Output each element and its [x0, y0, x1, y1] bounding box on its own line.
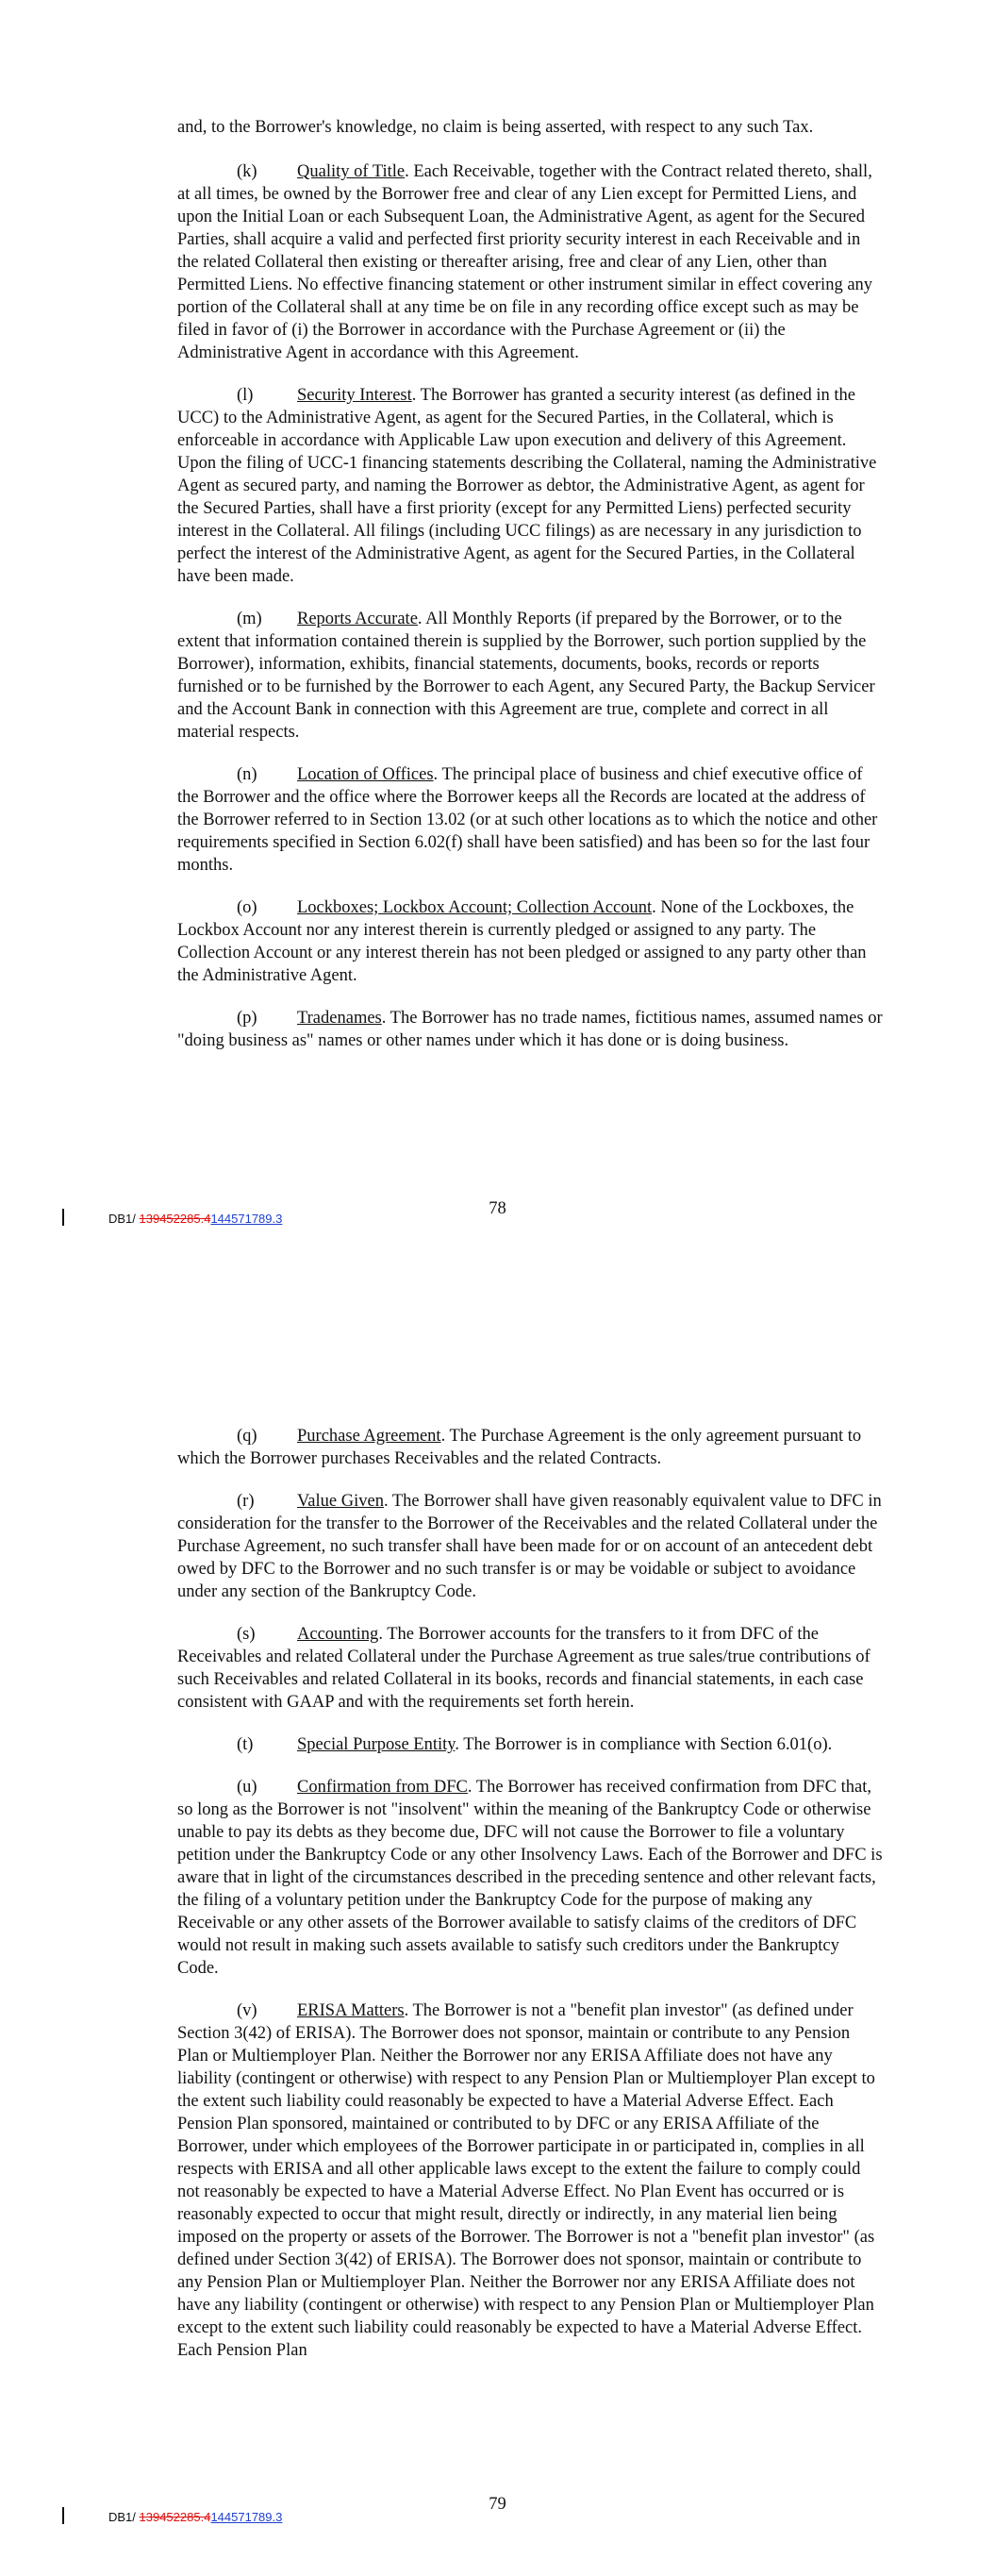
paragraph-p	[177, 1007, 885, 1052]
page-number: 78	[489, 1199, 506, 1218]
page-number: 79	[489, 2495, 506, 2514]
document-id	[108, 1212, 282, 1226]
paragraph-marker: (q)	[237, 1427, 257, 1446]
doc-id-prefix: DB1/	[108, 2510, 140, 2524]
paragraph-marker: (t)	[237, 1735, 254, 1754]
paragraph-marker: (r)	[237, 1492, 255, 1511]
paragraph-marker: (m)	[237, 610, 262, 628]
paragraph-marker: (k)	[237, 162, 257, 181]
document-page-79	[0, 1415, 995, 2576]
paragraph-body: and, to the Borrower's knowledge, no claim is being asserted, with respect to any such Tax.	[177, 118, 814, 137]
paragraph-continuation	[177, 116, 885, 139]
page-text	[177, 1425, 885, 2382]
doc-id-deleted: 139452285.4	[139, 2510, 211, 2524]
paragraph-marker: (n)	[237, 765, 257, 784]
paragraph-marker: (p)	[237, 1009, 257, 1028]
paragraph-heading: Accounting	[297, 1625, 379, 1644]
paragraph-marker: (u)	[237, 1778, 257, 1797]
paragraph-r	[177, 1490, 885, 1603]
document-id	[108, 2510, 282, 2524]
paragraph-body: . The Purchase Agreement is the only agreement pursuant to which the Borrower purchases Receivables and the related Contracts.	[177, 1427, 862, 1468]
paragraph-marker: (l)	[237, 386, 254, 405]
paragraph-s	[177, 1623, 885, 1714]
paragraph-heading: Value Given	[297, 1492, 384, 1511]
paragraph-body: . The Borrower has received confirmation from DFC that, so long as the Borrower is not "insolvent" within the meaning of the Bankruptcy Code or otherwise unable to pay its debts as they become due, DFC will not cause the Borrower to file a voluntary petition under the Bankruptcy Code or any other Insolvency Laws. Each of the Borrower and DFC is aware that in light of the circumstances described in the preceding sentence and other relevant facts, the filing of a voluntary petition under the Bankruptcy Code for the purpose of making any Receivable or any other assets of the Borrower available to satisfy claims of the creditors of DFC would not result in making such assets available to satisfy such creditors under the Bankruptcy Code.	[177, 1778, 883, 1978]
paragraph-heading: ERISA Matters	[297, 2001, 405, 2020]
paragraph-v	[177, 1999, 885, 2362]
paragraph-o	[177, 896, 885, 987]
paragraph-heading: Lockboxes; Lockbox Account; Collection Account	[297, 898, 653, 917]
paragraph-body: . The Borrower has no trade names, fictitious names, assumed names or "doing business as" names or other names under which it has done or is doing business.	[177, 1009, 883, 1050]
paragraph-n	[177, 763, 885, 877]
doc-id-inserted: 144571789.3	[210, 1212, 283, 1226]
paragraph-t	[177, 1733, 885, 1756]
doc-id-prefix: DB1/	[108, 1212, 140, 1226]
paragraph-heading: Location of Offices	[297, 765, 434, 784]
paragraph-heading: Special Purpose Entity	[297, 1735, 456, 1754]
paragraph-heading: Security Interest	[297, 386, 412, 405]
paragraph-marker: (v)	[237, 2001, 257, 2020]
paragraph-u	[177, 1776, 885, 1980]
paragraph-heading: Confirmation from DFC	[297, 1778, 468, 1797]
paragraph-q	[177, 1425, 885, 1470]
page-text	[177, 116, 885, 1072]
paragraph-marker: (o)	[237, 898, 257, 917]
paragraph-heading: Purchase Agreement	[297, 1427, 441, 1446]
paragraph-body: . None of the Lockboxes, the Lockbox Account nor any interest therein is currently pledged or assigned to any party. The Collection Account or any interest therein has not been pledged or assigned to any party other than the Administrative Agent.	[177, 898, 867, 985]
paragraph-body: . The Borrower shall have given reasonably equivalent value to DFC in consideration for the transfer to the Borrower of the Receivables and the related Collateral under the Purchase Agreement, no such transfer shall have been made for or on account of an antecedent debt owed by DFC to the Borrower and no such transfer is or may be voidable or subject to avoidance under any section of the Bankruptcy Code.	[177, 1492, 882, 1601]
doc-id-inserted: 144571789.3	[210, 2510, 283, 2524]
change-bar	[62, 2507, 64, 2524]
paragraph-m	[177, 608, 885, 744]
paragraph-body: . The principal place of business and chief executive office of the Borrower and the office where the Borrower keeps all the Records are located at the address of the Borrower referred to in Section 13.02 (or at such other locations as to which the notice and other requirements specified in Section 6.02(f) shall have been satisfied) and has been so for the last four months.	[177, 765, 878, 875]
paragraph-heading: Tradenames	[297, 1009, 382, 1028]
paragraph-heading: Quality of Title	[297, 162, 406, 181]
paragraph-body: . The Borrower is in compliance with Section 6.01(o).	[455, 1735, 833, 1754]
paragraph-body: . All Monthly Reports (if prepared by the Borrower, or to the extent that information contained therein is supplied by the Borrower, such portion supplied by the Borrower), information, exhibits, financial statements, documents, books, records or reports furnished or to be furnished by the Borrower to each Agent, any Secured Party, the Backup Servicer and the Account Bank in connection with this Agreement are true, complete and correct in all material respects.	[177, 610, 875, 742]
change-bar	[62, 1209, 64, 1226]
paragraph-marker: (s)	[237, 1625, 256, 1644]
paragraph-body: . The Borrower has granted a security interest (as defined in the UCC) to the Administrative Agent, as agent for the Secured Parties, in the Collateral, which is enforceable in accordance with Applicable Law upon execution and delivery of this Agreement. Upon the filing of UCC-1 financing statements describing the Collateral, naming the Administrative Agent as secured party, and naming the Borrower as debtor, the Administrative Agent, as agent for the Secured Parties, shall have a first priority (except for any Permitted Liens) perfected security interest in the Collateral. All filings (including UCC filings) as are necessary in any jurisdiction to perfect the interest of the Administrative Agent, as agent for the Secured Parties, in the Collateral have been made.	[177, 386, 877, 586]
doc-id-deleted: 139452285.4	[139, 1212, 211, 1226]
paragraph-body: . Each Receivable, together with the Contract related thereto, shall, at all times, be owned by the Borrower free and clear of any Lien except for Permitted Liens, and upon the Initial Loan or each Subsequent Loan, the Administrative Agent, as agent for the Secured Parties, shall acquire a valid and perfected first priority security interest in each Receivable and in the related Collateral then existing or thereafter arising, free and clear of any Lien, other than Permitted Liens. No effective financing statement or other instrument similar in effect covering any portion of the Collateral shall at any time be on file in any recording office except such as may be filed in favor of (i) the Borrower in accordance with the Purchase Agreement or (ii) the Administrative Agent in accordance with this Agreement.	[177, 162, 873, 362]
paragraph-l	[177, 384, 885, 588]
paragraph-k	[177, 160, 885, 364]
paragraph-heading: Reports Accurate	[297, 610, 418, 628]
paragraph-body: . The Borrower accounts for the transfers to it from DFC of the Receivables and related Collateral under the Purchase Agreement as true sales/true contributions of such Receivables and related Collateral in its books, records and financial statements, in each case consistent with GAAP and with the requirements set forth herein.	[177, 1625, 871, 1712]
paragraph-body: . The Borrower is not a "benefit plan investor" (as defined under Section 3(42) of ERISA). The Borrower does not sponsor, maintain or contribute to any Pension Plan or Multiemployer Plan. Neither the Borrower nor any ERISA Affiliate does not have any liability (contingent or otherwise) with respect to any Pension Plan or Multiemployer Plan except to the extent such liability could reasonably be expected to have a Material Adverse Effect. Each Pension Plan sponsored, maintained or contributed to by DFC or any ERISA Affiliate of the Borrower, under which employees of the Borrower participate in or participated in, complies in all respects with ERISA and all other applicable laws except to the extent the failure to comply could not reasonably be expected to have a Material Adverse Effect. No Plan Event has occurred or is reasonably expected to occur that might result, directly or indirectly, in any material lien being imposed on the property or assets of the Borrower. The Borrower is not a "benefit plan investor" (as defined under Section 3(42) of ERISA). The Borrower does not sponsor, maintain or contribute to any Pension Plan or Multiemployer Plan. Neither the Borrower nor any ERISA Affiliate does not have any liability (contingent or otherwise) with respect to any Pension Plan or Multiemployer Plan except to the extent such liability could reasonably be expected to have a Material Adverse Effect. Each Pension Plan	[177, 2001, 875, 2360]
document-page-78	[0, 0, 995, 1227]
